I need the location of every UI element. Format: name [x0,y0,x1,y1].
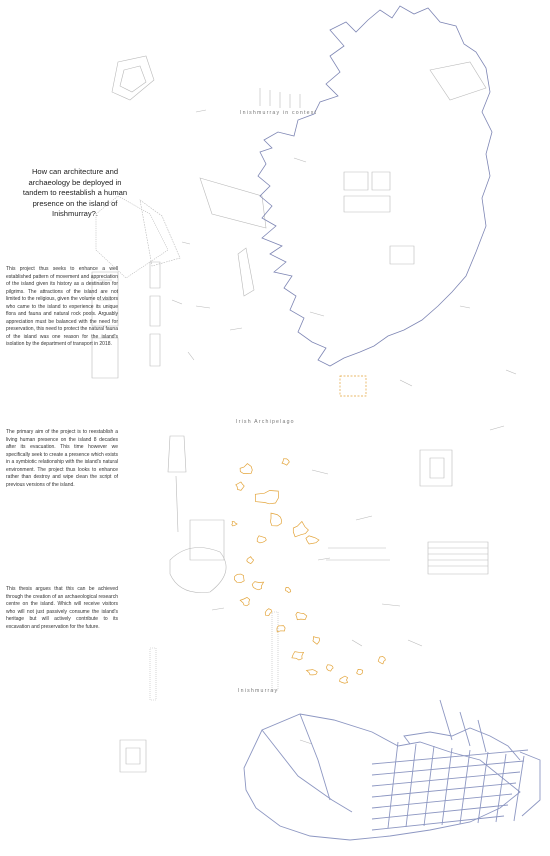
archaeological-sketch-layer [92,56,516,772]
plan-sketch [430,62,486,100]
pier-sketch [326,548,390,560]
island-outline [265,609,271,616]
column-sketch [150,262,160,366]
island-outline [257,536,266,543]
island-outline [296,612,307,619]
island-outline [313,637,320,645]
building-plan-sketch [344,172,390,212]
island-outline [252,582,263,590]
island-outline [306,536,319,544]
island-outline [378,657,385,664]
island-outline [240,464,252,474]
map-label-context: Inishmurray in context [240,110,318,116]
street-line [424,746,434,826]
stone-wall-sketch [200,178,266,228]
street-line [372,805,508,819]
map-label-island: Inishmurray [238,688,279,694]
house-sketch [260,88,300,108]
inishmurray-location-box [340,376,366,396]
building-plan-sketch [420,450,452,486]
island-outline [282,459,289,466]
street-line [460,750,470,824]
enclosure-sketch [112,56,154,100]
body-paragraph-1: This project thus seeks to enhance a well established pattern of movement and appreciation of the island given its history as a destination for pilgrims. The attractions of the island are not limited to the religious, given the volume of visitors who came to the island to experience its unique flora and fauna and natural rock pools. Arguably appreciation must be balanced with the need for preservation, this need to protect the natural fauna of the island was one reason for the island's isolation by the department of transport in 2018. [6,266,118,347]
archipelago-islands [232,459,386,684]
map-label-archipelago: Irish Archipelago [236,419,295,425]
street-line [442,748,452,825]
island-outline [247,557,254,564]
street-line [388,742,398,828]
road-line [300,714,330,800]
ireland-coastline-map [258,6,492,366]
island-outline [236,482,244,490]
island-outline [327,665,334,671]
ireland-coastline [258,6,492,366]
island-outline [340,676,348,683]
island-outline [286,587,291,592]
street-line [372,783,516,797]
street-line [372,794,512,808]
research-question: How can architecture and archaeology be deployed in tandem to reestablish a human presence on the island of Inishmurray?. [22,167,128,219]
stone-wall-sketch [140,200,180,266]
island-outline [234,574,244,582]
stone-column-sketch [272,612,278,690]
enclosure-sketch [170,548,226,593]
island-outline [292,652,304,660]
street-line [440,700,486,752]
body-paragraph-3: This thesis argues that this can be achieved through the creation of an archaeological research centre on the island. Which will receive visitors who will not just passively consume the island's heritage but will actively contribute to its excavation and preservation for the future. [6,586,118,630]
body-paragraph-2: The primary aim of the project is to reestablish a living human presence on the island 8 decades after its evacuation. This time however we specifically seek to create a presence which exists in a symbiotic relationship with the island's natural environment. The project thus looks to enhance rather than destroy and wipe clean the script of previous versions of the island. [6,429,118,488]
island-outline [232,522,237,526]
street-line [372,816,504,830]
inishmurray-street-plan [244,700,540,840]
plan-sketch [390,246,414,264]
hatched-block-sketch [428,542,488,574]
island-outline [307,670,318,675]
cross-slab-sketch [238,248,254,296]
cross-slab-sketch [168,436,186,532]
street-line [496,754,506,822]
island-outline [240,597,250,605]
island-outline [270,513,281,526]
island-outline [357,669,363,674]
grave-slab-sketch [190,520,224,560]
island-outline [293,522,308,537]
plan-sketch [120,740,146,772]
stone-column-sketch [150,648,156,700]
island-outline [255,491,278,504]
